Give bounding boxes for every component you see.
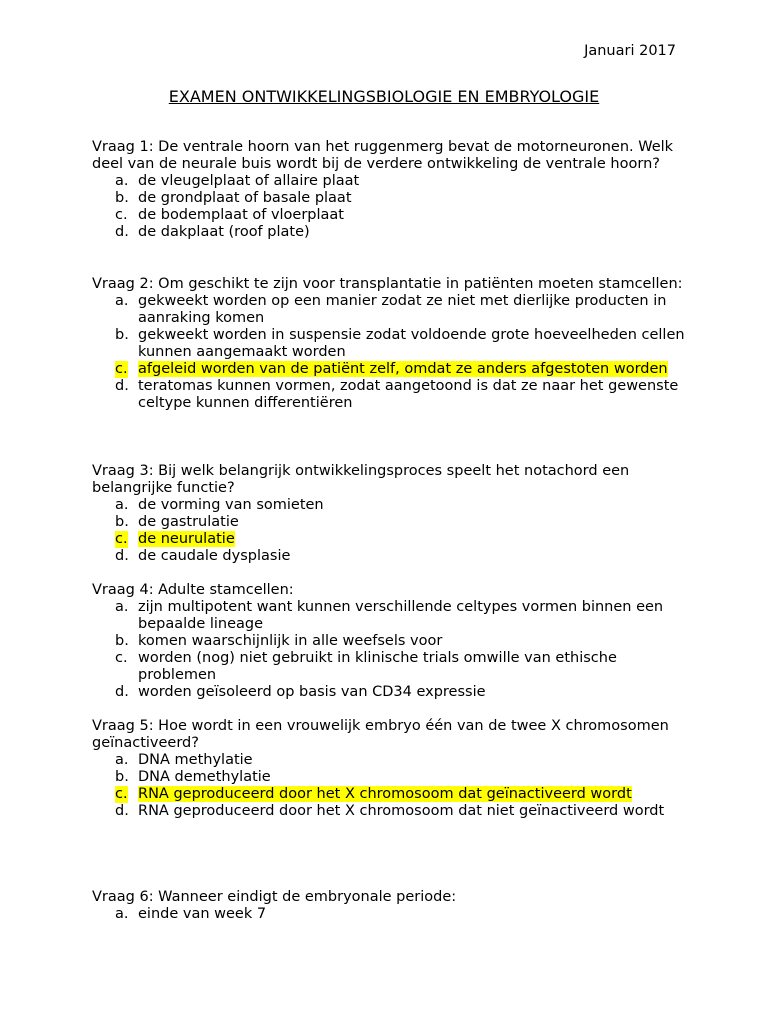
option-letter: a. — [115, 173, 129, 189]
option-text: de dakplaat (roof plate) — [138, 224, 310, 240]
option-text: DNA demethylatie — [138, 769, 271, 785]
option-letter: a. — [115, 497, 129, 513]
question-text: Vraag 6: Wanneer eindigt de embryonale periode: — [92, 889, 457, 905]
option-text: de vorming van somieten — [138, 497, 324, 513]
question-3 — [92, 463, 692, 565]
option-text: de bodemplaat of vloerplaat — [138, 207, 344, 223]
option-d — [92, 224, 692, 241]
option-text: de neurulatie — [138, 531, 235, 547]
option-c-highlighted — [92, 361, 692, 378]
option-letter: b. — [115, 514, 129, 530]
option-c-highlighted — [92, 531, 692, 548]
option-b — [92, 514, 692, 531]
exam-date: Januari 2017 — [584, 43, 676, 59]
option-letter: d. — [115, 378, 129, 394]
option-letter: a. — [115, 293, 129, 309]
option-a — [92, 497, 692, 514]
option-b — [92, 769, 692, 786]
question-4 — [92, 582, 692, 701]
option-list — [92, 752, 692, 820]
option-d — [92, 803, 692, 820]
option-letter: a. — [115, 599, 129, 615]
option-a — [92, 599, 692, 633]
option-letter: c. — [115, 531, 128, 547]
option-a — [92, 752, 692, 769]
option-letter: d. — [115, 548, 129, 564]
option-c-highlighted — [92, 786, 692, 803]
option-letter: c. — [115, 786, 128, 802]
option-letter: b. — [115, 633, 129, 649]
question-text: Vraag 5: Hoe wordt in een vrouwelijk embryo één van de twee X chromosomen geïnactiveerd? — [92, 718, 669, 751]
question-text: Vraag 2: Om geschikt te zijn voor transplantatie in patiënten moeten stamcellen: — [92, 276, 683, 292]
option-text: RNA geproduceerd door het X chromosoom dat geïnactiveerd wordt — [138, 786, 632, 802]
option-a — [92, 293, 692, 327]
option-text: afgeleid worden van de patiënt zelf, omdat ze anders afgestoten worden — [138, 361, 668, 377]
option-text: zijn multipotent want kunnen verschillende celtypes vormen binnen een bepaalde lineage — [138, 599, 664, 632]
option-letter: a. — [115, 752, 129, 768]
question-1 — [92, 139, 692, 241]
option-letter: b. — [115, 190, 129, 206]
option-letter: c. — [115, 361, 128, 377]
option-list — [92, 293, 692, 412]
option-letter: d. — [115, 684, 129, 700]
option-list — [92, 173, 692, 241]
option-text: worden geïsoleerd op basis van CD34 expressie — [138, 684, 486, 700]
question-5 — [92, 718, 692, 820]
option-text: de grondplaat of basale plaat — [138, 190, 352, 206]
option-c — [92, 650, 692, 684]
option-c — [92, 207, 692, 224]
option-a — [92, 906, 692, 923]
option-a — [92, 173, 692, 190]
option-d — [92, 378, 692, 412]
option-text: de gastrulatie — [138, 514, 239, 530]
option-text: einde van week 7 — [138, 906, 267, 922]
option-letter: a. — [115, 906, 129, 922]
question-6 — [92, 889, 692, 923]
option-text: RNA geproduceerd door het X chromosoom dat niet geïnactiveerd wordt — [138, 803, 665, 819]
question-2 — [92, 276, 692, 412]
option-letter: c. — [115, 650, 128, 666]
option-text: gekweekt worden op een manier zodat ze niet met dierlijke producten in aanraking komen — [138, 293, 667, 326]
option-letter: b. — [115, 327, 129, 343]
option-letter: c. — [115, 207, 128, 223]
question-text: Vraag 1: De ventrale hoorn van het ruggenmerg bevat de motorneuronen. Welk deel van de neurale buis wordt bij de verdere ontwikkeling de ventrale hoorn? — [92, 139, 674, 172]
question-text: Vraag 3: Bij welk belangrijk ontwikkelingsproces speelt het notachord een belangrijke functie? — [92, 463, 630, 496]
option-text: teratomas kunnen vormen, zodat aangetoond is dat ze naar het gewenste celtype kunnen differentiëren — [138, 378, 679, 411]
exam-title: EXAMEN ONTWIKKELINGSBIOLOGIE EN EMBRYOLOGIE — [168, 87, 600, 106]
option-list — [92, 497, 692, 565]
option-list — [92, 906, 692, 923]
option-letter: d. — [115, 224, 129, 240]
option-b — [92, 190, 692, 207]
option-text: de caudale dysplasie — [138, 548, 291, 564]
option-b — [92, 327, 692, 361]
option-b — [92, 633, 692, 650]
option-list — [92, 599, 692, 701]
option-text: worden (nog) niet gebruikt in klinische trials omwille van ethische problemen — [138, 650, 617, 683]
option-d — [92, 548, 692, 565]
option-text: DNA methylatie — [138, 752, 253, 768]
option-text: de vleugelplaat of allaire plaat — [138, 173, 360, 189]
option-letter: d. — [115, 803, 129, 819]
option-text: komen waarschijnlijk in alle weefsels voor — [138, 633, 443, 649]
question-text: Vraag 4: Adulte stamcellen: — [92, 582, 294, 598]
option-letter: b. — [115, 769, 129, 785]
option-d — [92, 684, 692, 701]
option-text: gekweekt worden in suspensie zodat voldoende grote hoeveelheden cellen kunnen aangemaakt worden — [138, 327, 685, 360]
